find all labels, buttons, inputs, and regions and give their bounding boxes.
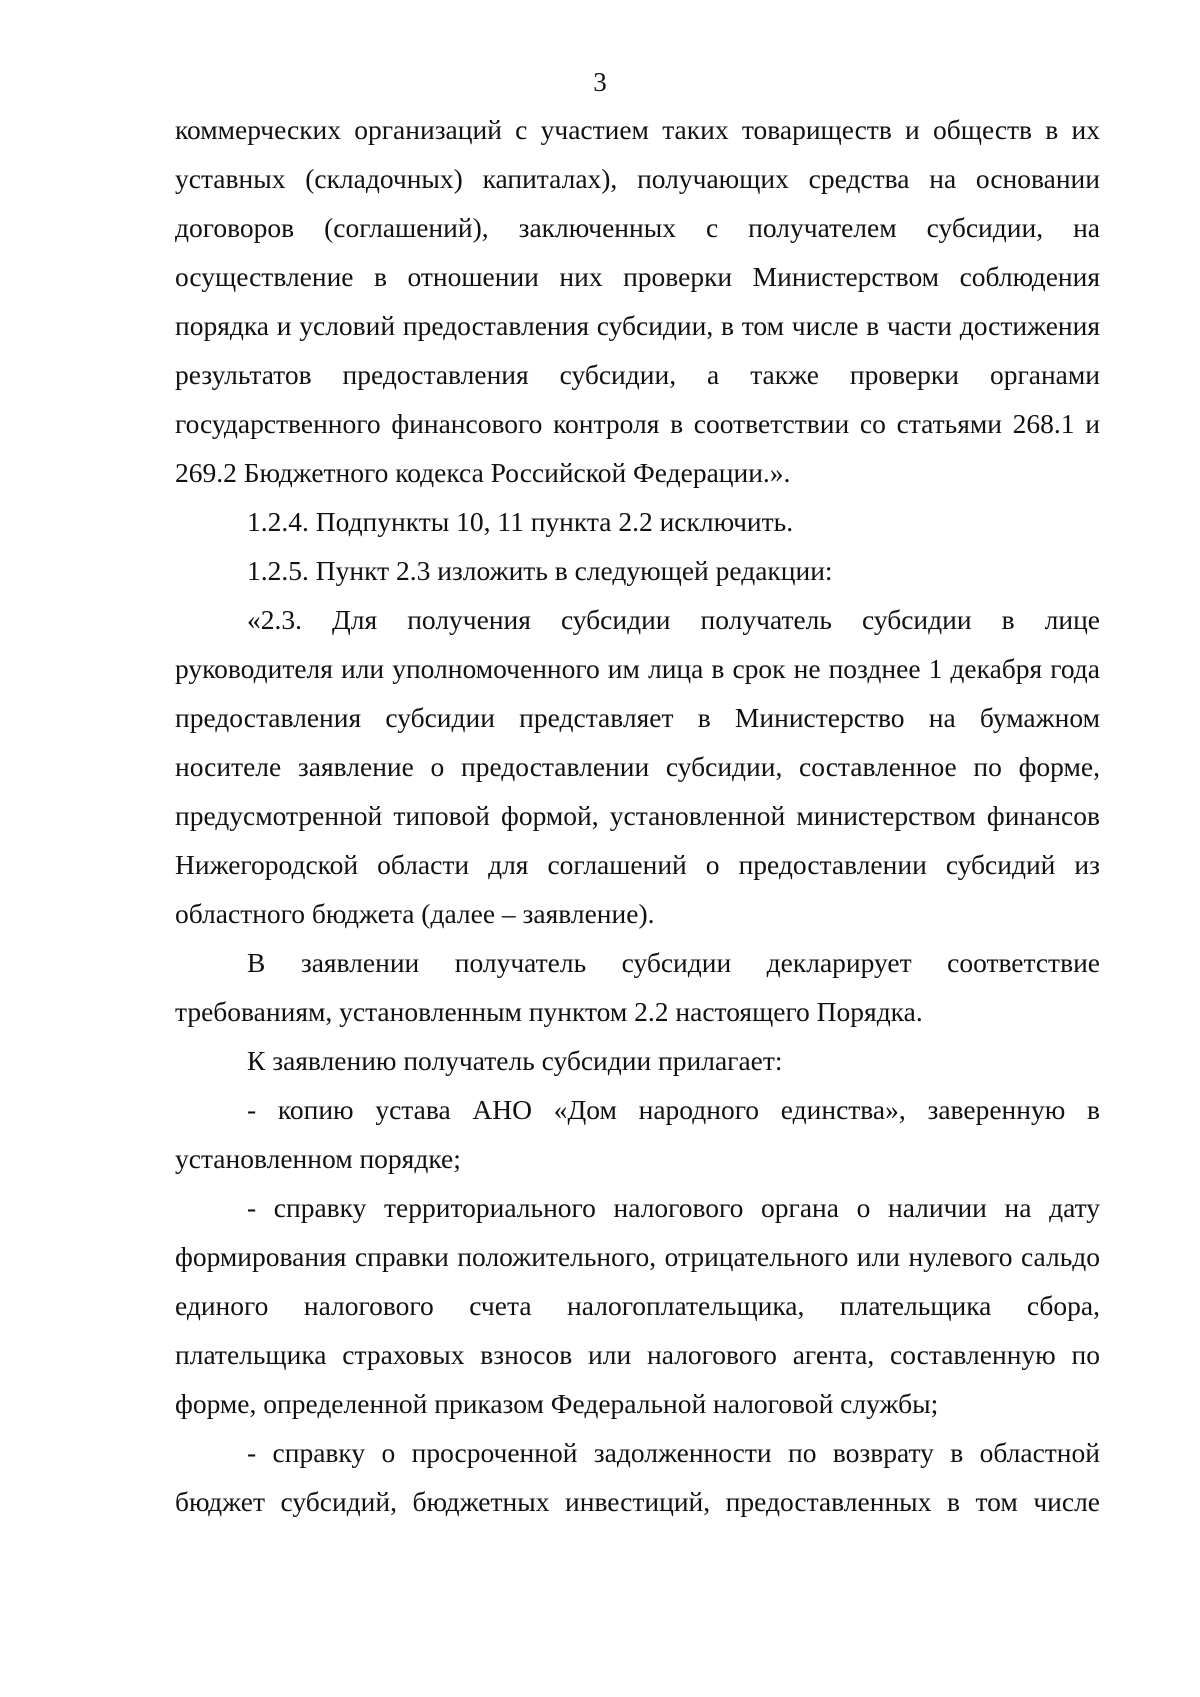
document-body: [175, 105, 1100, 1526]
paragraph-clause-2-3: «2.3. Для получения субсидии получатель субсидии в лице руководителя или уполномоченного им лица в срок не позднее 1 декабря года предоставления субсидии представляет в Министерство на бумажном носителе заявление о предоставлении субсидии, составленное по форме, предусмотренной типовой формой, установленной министерством финансов Нижегородской области для соглашений о предоставлении субсидий из областного бюджета (далее – заявление).: [175, 604, 1100, 929]
paragraph-continuation: коммерческих организаций с участием таких товариществ и обществ в их уставных (складочных) капиталах), получающих средства на основании договоров (соглашений), заключенных с получателем субсидии, на осуществление в отношении них проверки Министерством соблюдения порядка и условий предоставления субсидии, в том числе в части достижения результатов предоставления субсидии, а также проверки органами государственного финансового контроля в соответствии со статьями 268.1 и 269.2 Бюджетного кодекса Российской Федерации.».: [175, 114, 1100, 488]
page-number: 3: [593, 67, 607, 97]
paragraph-item-1-2-4: 1.2.4. Подпункты 10, 11 пункта 2.2 исключить.: [247, 506, 794, 537]
paragraph-attachment-tax-certificate: - справку территориального налогового органа о наличии на дату формирования справки положительного, отрицательного или нулевого сальдо единого налогового счета налогоплательщика, плательщика сбора, плательщика страховых взносов или налогового агента, составленную по форме, определенной приказом Федеральной налоговой службы;: [175, 1192, 1100, 1419]
paragraph-attachment-debt-certificate: - справку о просроченной задолженности по возврату в областной бюджет субсидий, бюджетных инвестиций, предоставленных в том числе: [175, 1437, 1100, 1517]
paragraph-attachment-charter: - копию устава АНО «Дом народного единства», заверенную в установленном порядке;: [175, 1094, 1100, 1174]
paragraph-attachments-intro: К заявлению получатель субсидии прилагает:: [247, 1045, 783, 1076]
paragraph-declaration: В заявлении получатель субсидии декларирует соответствие требованиям, установленным пунктом 2.2 настоящего Порядка.: [175, 947, 1100, 1027]
paragraph-item-1-2-5: 1.2.5. Пункт 2.3 изложить в следующей редакции:: [247, 555, 833, 586]
